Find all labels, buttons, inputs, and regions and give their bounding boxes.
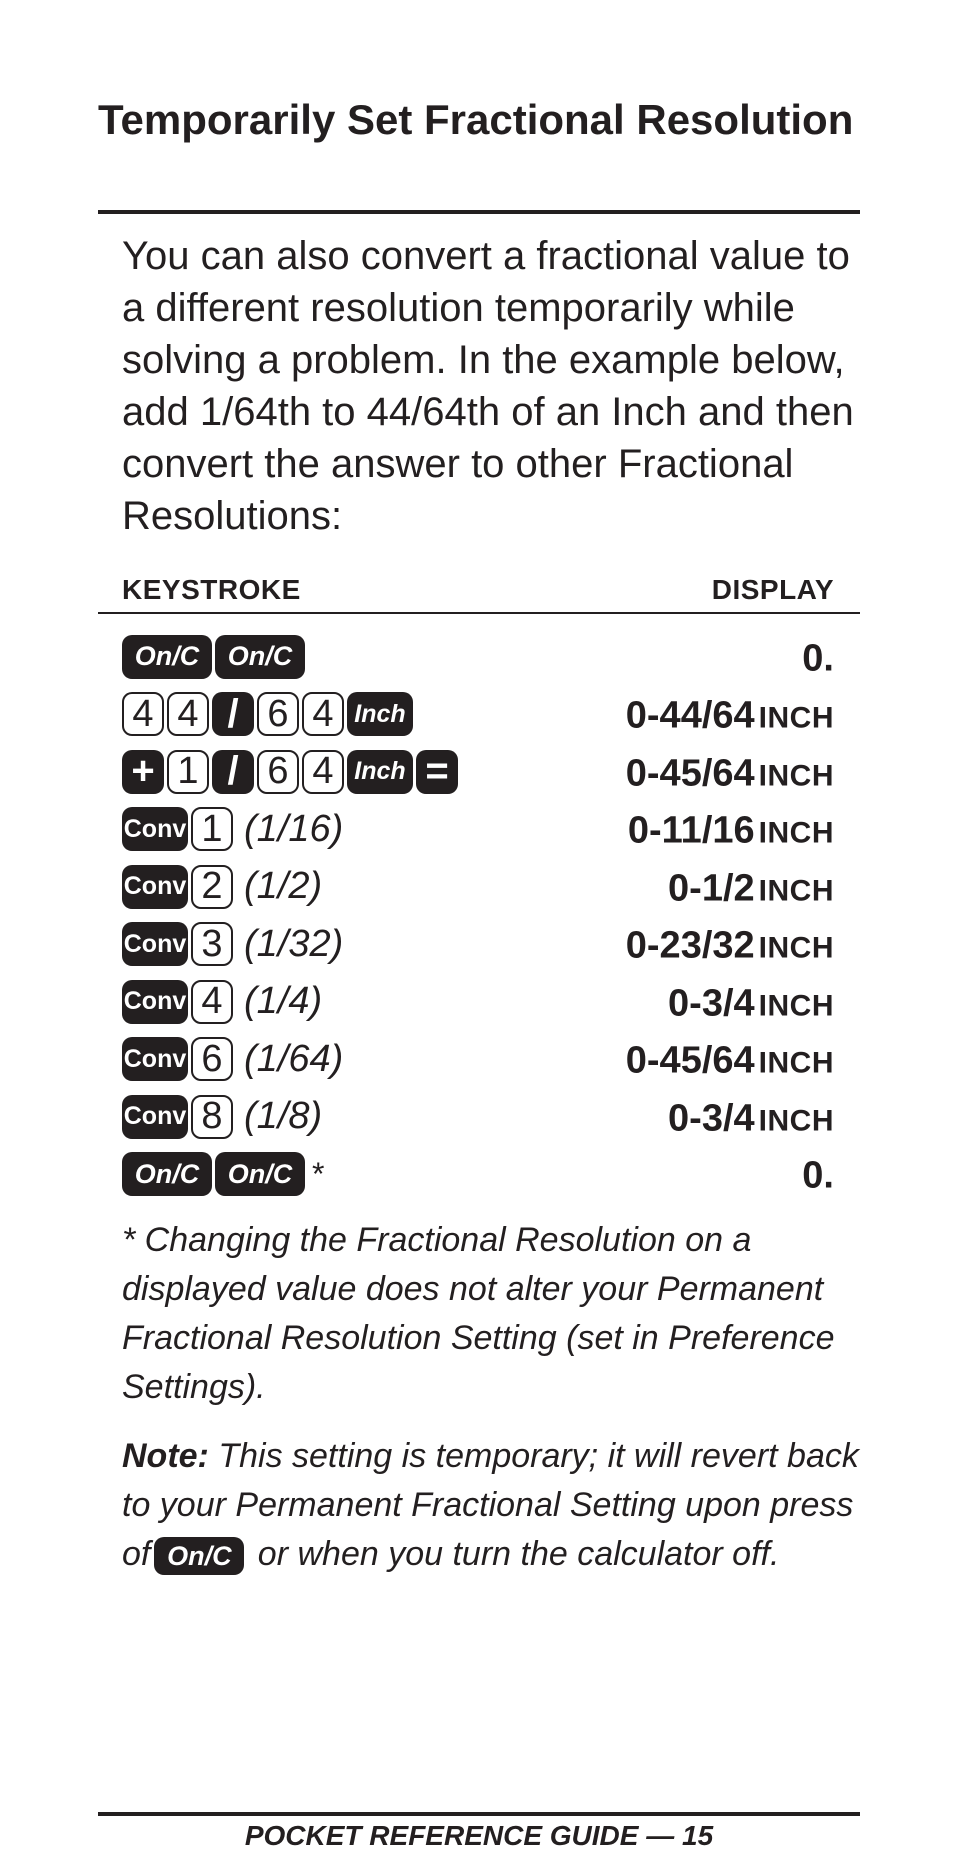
keystroke-sequence (122, 1037, 343, 1081)
resolution-note: (1/32) (244, 922, 344, 965)
digit-4-key: 4 (122, 692, 164, 736)
display-number: 0-45/64 (625, 752, 755, 795)
display-number: 0-23/32 (625, 924, 755, 967)
display-value (668, 982, 834, 1025)
resolution-note: (1/16) (244, 807, 344, 850)
digit-4-key: 4 (167, 692, 209, 736)
heading-rule (98, 210, 860, 214)
digit-6-key: 6 (257, 750, 299, 794)
intro-paragraph: You can also convert a fractional value to a different resolution temporarily while solving a problem. In the example below, add 1/64th to 44/64th of an Inch and then convert the answer to other Fractional Resolutions: (122, 234, 854, 538)
display-number: 0-44/64 (625, 694, 755, 737)
table-row (122, 686, 834, 744)
display-unit: INCH (758, 931, 834, 965)
display-value (628, 810, 834, 853)
note-text-after: or when you turn the calculator off. (248, 1535, 780, 1573)
display-value (668, 867, 834, 910)
note-text-before: This setting is temporary; it will revert back to your Permanent Fractional Setting upon press of (122, 1437, 859, 1573)
digit-8-key: 8 (191, 1095, 233, 1139)
digit-4-key: 4 (191, 980, 233, 1024)
resolution-note: (1/2) (244, 865, 323, 908)
keystroke-table (122, 628, 834, 1203)
display-value (668, 1097, 834, 1140)
digit-2-key: 2 (191, 865, 233, 909)
display-number: 0-3/4 (668, 982, 755, 1025)
display-number: 0-3/4 (668, 1097, 755, 1140)
display-value (802, 1155, 834, 1198)
keystroke-sequence (122, 692, 413, 736)
table-row (122, 916, 834, 974)
display-number: 0-1/2 (668, 867, 755, 910)
display-column-header: DISPLAY (711, 574, 834, 605)
display-value (626, 752, 834, 795)
page-footer: POCKET REFERENCE GUIDE — 15 (244, 1820, 714, 1851)
display-number: 0. (802, 1154, 834, 1197)
footnote: * Changing the Fractional Resolution on a displayed value does not alter your Permanent Fractional Resolution Setting (set in Preference Settings). (122, 1221, 835, 1406)
display-value (626, 1040, 834, 1083)
section-heading: Temporarily Set Fractional Resolution (98, 96, 854, 143)
on-c-key: On/C (122, 1152, 212, 1196)
display-unit: INCH (758, 759, 834, 793)
display-unit: INCH (758, 1104, 834, 1138)
digit-4-key: 4 (302, 750, 344, 794)
display-value (626, 925, 834, 968)
display-number: 0. (802, 637, 834, 680)
plus-key: + (122, 750, 164, 794)
digit-6-key: 6 (191, 1037, 233, 1081)
on-c-key: On/C (122, 635, 212, 679)
conv-key: Conv (122, 922, 188, 966)
footer-rule (98, 1812, 860, 1816)
digit-4-key: 4 (302, 692, 344, 736)
resolution-note: * (312, 1155, 325, 1192)
display-unit: INCH (758, 874, 834, 908)
keystroke-sequence (122, 1152, 324, 1196)
table-row (122, 801, 834, 859)
keystroke-sequence (122, 980, 322, 1024)
slash-key: / (212, 692, 254, 736)
conv-key: Conv (122, 980, 188, 1024)
keystroke-sequence (122, 865, 322, 909)
slash-key: / (212, 750, 254, 794)
table-row (122, 743, 834, 801)
digit-1-key: 1 (191, 807, 233, 851)
keystroke-sequence (122, 1095, 322, 1139)
table-row (122, 1031, 834, 1089)
digit-3-key: 3 (191, 922, 233, 966)
on-c-key: On/C (215, 1152, 305, 1196)
display-unit: INCH (758, 701, 834, 735)
keystroke-sequence (122, 635, 305, 679)
display-unit: INCH (758, 1046, 834, 1080)
display-value (626, 695, 834, 738)
conv-key: Conv (122, 1095, 188, 1139)
table-row (122, 1088, 834, 1146)
conv-key: Conv (122, 865, 188, 909)
conv-key: Conv (122, 1037, 188, 1081)
keystroke-column-header: KEYSTROKE (122, 574, 301, 605)
display-unit: INCH (758, 989, 834, 1023)
keystroke-sequence (122, 922, 343, 966)
table-row (122, 1146, 834, 1204)
inch-key: Inch (347, 750, 413, 794)
table-row (122, 858, 834, 916)
keystroke-sequence (122, 750, 458, 794)
conv-key: Conv (122, 807, 188, 851)
table-row (122, 973, 834, 1031)
resolution-note: (1/4) (244, 980, 323, 1023)
table-header-rule (98, 612, 860, 614)
table-row (122, 628, 834, 686)
on-c-key: On/C (154, 1537, 244, 1575)
inch-key: Inch (347, 692, 413, 736)
equals-key: = (416, 750, 458, 794)
display-value (802, 637, 834, 680)
note-paragraph (122, 1432, 862, 1579)
resolution-note: (1/64) (244, 1037, 344, 1080)
on-c-key: On/C (215, 635, 305, 679)
display-number: 0-45/64 (625, 1039, 755, 1082)
keystroke-sequence (122, 807, 343, 851)
digit-1-key: 1 (167, 750, 209, 794)
display-number: 0-11/16 (627, 809, 755, 852)
note-label: Note: (122, 1437, 209, 1475)
digit-6-key: 6 (257, 692, 299, 736)
resolution-note: (1/8) (244, 1095, 323, 1138)
display-unit: INCH (758, 816, 834, 850)
